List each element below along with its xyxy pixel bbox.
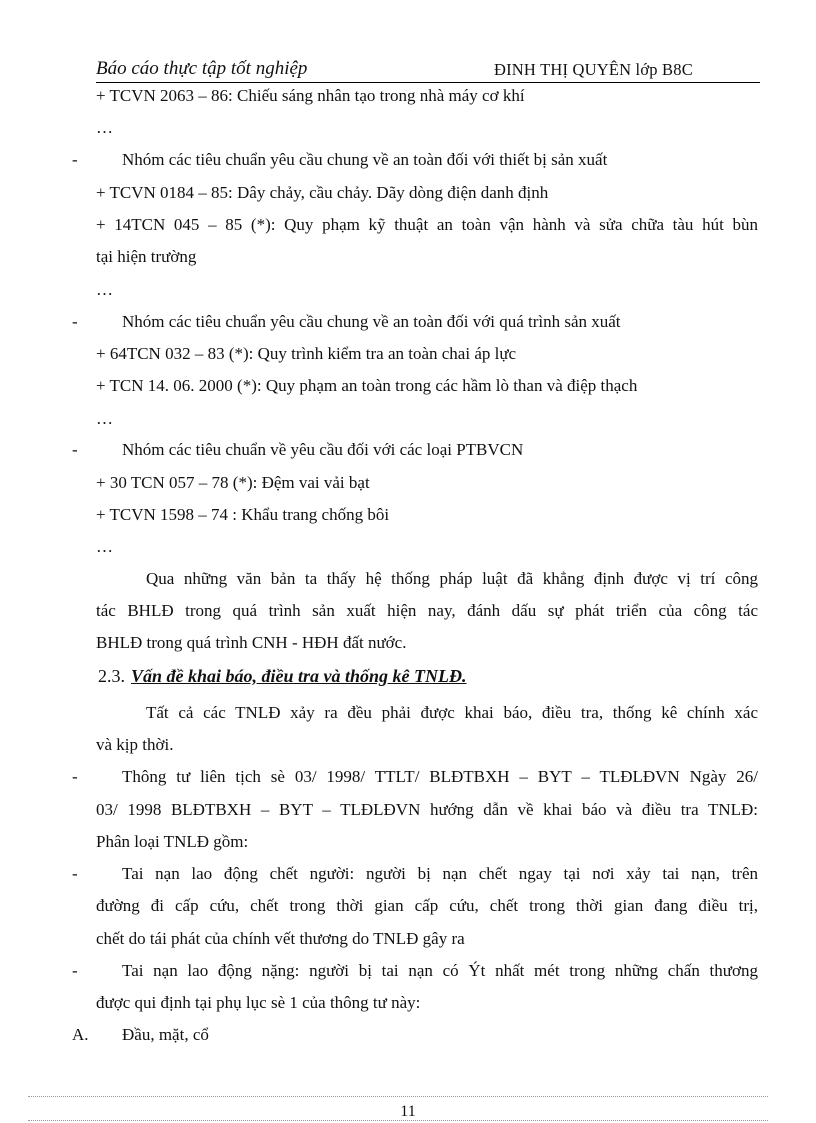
paragraph-line: Tai nạn lao động chết người: người bị nạn chết ngay tại nơi xảy tai nạn, trên	[122, 864, 758, 883]
standard-line: + TCVN 0184 – 85: Dây chảy, cầu chảy. Dãy dòng điện danh định	[96, 183, 549, 202]
footer-divider	[28, 1096, 768, 1097]
list-item: Đầu, mặt, cổ	[122, 1025, 209, 1044]
group-heading: Nhóm các tiêu chuẩn về yêu cầu đối với các loại PTBVCN	[122, 440, 524, 459]
page-header	[96, 58, 760, 83]
bullet-dash: -	[72, 440, 78, 459]
paragraph-line: chết do tái phát của chính vết thương do TNLĐ gây ra	[96, 929, 465, 948]
footer-divider-bottom	[28, 1120, 768, 1121]
standard-line-cont: tại hiện trường	[96, 247, 197, 266]
paragraph-line: Tai nạn lao động nặng: người bị tai nạn có Ýt nhất mét trong những chấn thương	[122, 961, 758, 980]
standard-line: + 30 TCN 057 – 78 (*): Đệm vai vải bạt	[96, 473, 370, 492]
bullet-dash: -	[72, 961, 78, 980]
paragraph-line: tác BHLĐ trong quá trình sản xuất hiện nay, đánh dấu sự phát triển của công tác	[96, 601, 758, 620]
standard-line: + TCN 14. 06. 2000 (*): Quy phạm an toàn trong các hầm lò than và điệp thạch	[96, 376, 638, 395]
standard-line: + TCVN 1598 – 74 : Khẩu trang chống bôi	[96, 505, 390, 524]
standard-line: + 64TCN 032 – 83 (*): Quy trình kiểm tra an toàn chai áp lực	[96, 344, 517, 363]
paragraph-line: đường đi cấp cứu, chết trong thời gian cấp cứu, chết trong thời gian đang điều trị,	[96, 896, 758, 915]
bullet-dash: -	[72, 150, 78, 169]
paragraph-line: Thông tư liên tịch sè 03/ 1998/ TTLT/ BLĐTBXH – BYT – TLĐLĐVN Ngày 26/	[122, 767, 758, 786]
section-title: Vấn đề khai báo, điều tra và thống kê TNLĐ.	[131, 666, 467, 686]
paragraph-line: Tất cả các TNLĐ xảy ra đều phải được khai báo, điều tra, thống kê chính xác	[146, 703, 758, 722]
standard-line: + 14TCN 045 – 85 (*): Quy phạm kỹ thuật an toàn vận hành và sửa chữa tàu hút bùn	[96, 215, 758, 234]
paragraph-line: Qua những văn bản ta thấy hệ thống pháp luật đã khẳng định được vị trí công	[146, 569, 758, 588]
paragraph-line: và kịp thời.	[96, 735, 174, 754]
bullet-dash: -	[72, 767, 78, 786]
paragraph-line: BHLĐ trong quá trình CNH - HĐH đất nước.	[96, 633, 407, 652]
group-heading: Nhóm các tiêu chuẩn yêu cầu chung về an toàn đối với quá trình sản xuất	[122, 312, 621, 331]
ellipsis: …	[96, 409, 113, 428]
paragraph-line: 03/ 1998 BLĐTBXH – BYT – TLĐLĐVN hướng dẫn về khai báo và điều tra TNLĐ:	[96, 800, 758, 819]
page-number: 11	[400, 1103, 416, 1120]
header-title: Báo cáo thực tập tốt nghiệp	[96, 58, 308, 79]
standard-line: + TCVN 2063 – 86: Chiếu sáng nhân tạo trong nhà máy cơ khí	[96, 86, 525, 105]
bullet-dash: -	[72, 864, 78, 883]
group-heading: Nhóm các tiêu chuẩn yêu cầu chung về an toàn đối với thiết bị sản xuất	[122, 150, 608, 169]
ellipsis: …	[96, 537, 113, 556]
list-marker-a: A.	[72, 1025, 89, 1044]
paragraph-line: được qui định tại phụ lục sè 1 của thông tư này:	[96, 993, 421, 1012]
bullet-dash: -	[72, 312, 78, 331]
paragraph-line: Phân loại TNLĐ gồm:	[96, 832, 249, 851]
ellipsis: …	[96, 118, 113, 137]
ellipsis: …	[96, 280, 113, 299]
header-author: ĐINH THỊ QUYÊN lớp B8C	[494, 60, 693, 79]
section-number: 2.3.	[98, 666, 125, 686]
